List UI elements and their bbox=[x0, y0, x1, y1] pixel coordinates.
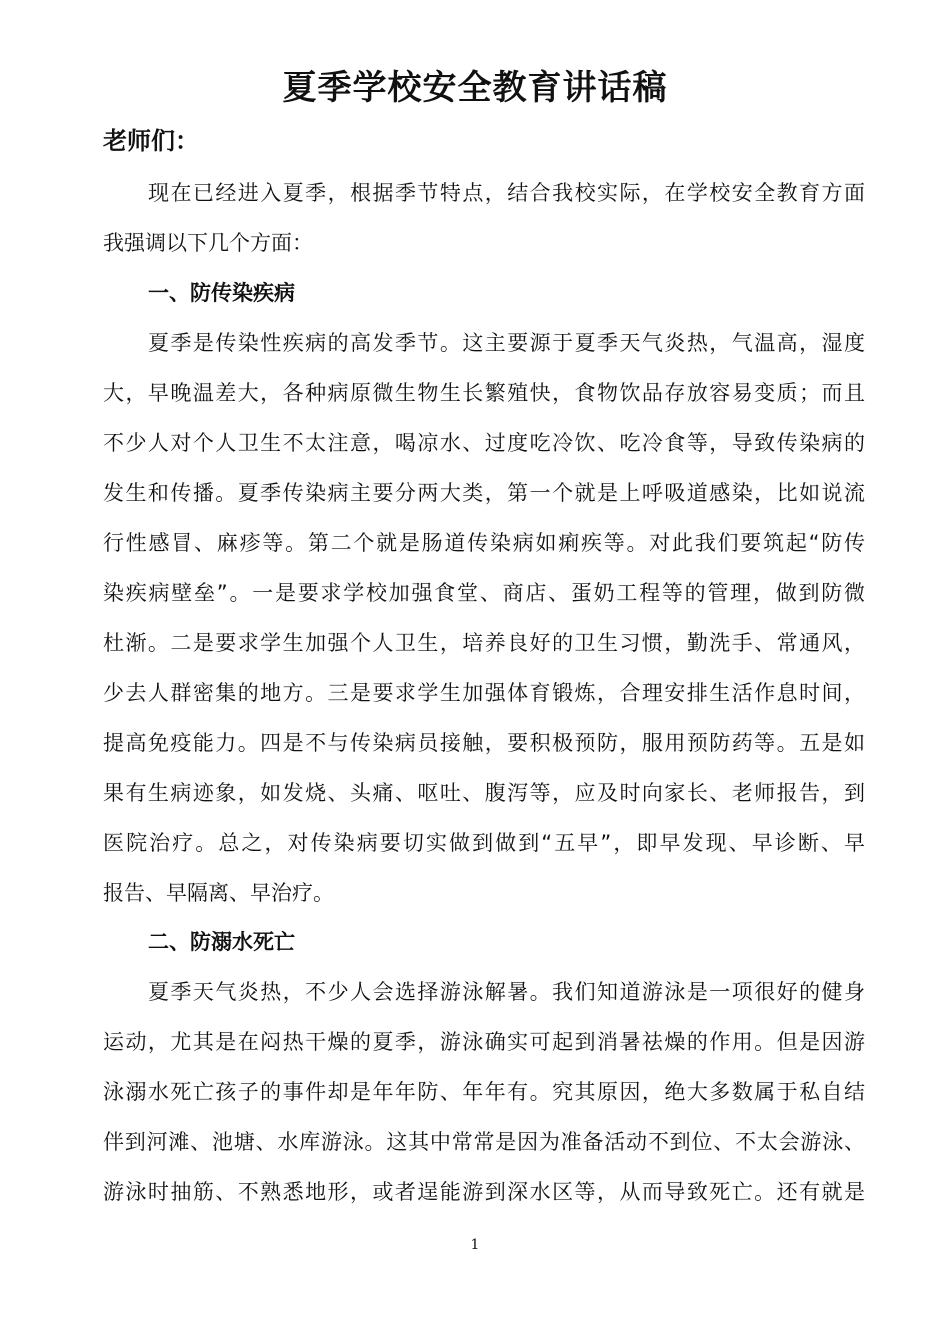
paragraph-line: 不少人对个人卫生不太注意，喝凉水、过度吃冷饮、吃冷食等，导致传染病的 bbox=[103, 431, 865, 455]
paragraph-line: 伴到河滩、池塘、水库游泳。这其中常常是因为准备活动不到位、不太会游泳、 bbox=[103, 1130, 865, 1154]
page-number: 1 bbox=[470, 1237, 480, 1253]
section-heading-drowning: 二、防溺水死亡 bbox=[148, 930, 295, 954]
paragraph-line: 夏季是传染性疾病的高发季节。这主要源于夏季天气炎热，气温高，湿度 bbox=[148, 331, 865, 355]
paragraph-line: 杜渐。二是要求学生加强个人卫生，培养良好的卫生习惯，勤洗手、常通风， bbox=[103, 631, 865, 655]
paragraph-line: 游泳时抽筋、不熟悉地形，或者逞能游到深水区等，从而导致死亡。还有就是 bbox=[103, 1180, 865, 1204]
paragraph-line: 泳溺水死亡孩子的事件却是年年防、年年有。究其原因，绝大多数属于私自结 bbox=[103, 1080, 865, 1104]
paragraph-line: 染疾病壁垒”。一是要求学校加强食堂、商店、蛋奶工程等的管理，做到防微 bbox=[103, 581, 865, 605]
document-title: 夏季学校安全教育讲话稿 bbox=[282, 68, 668, 108]
paragraph-line: 大，早晚温差大，各种病原微生物生长繁殖快，食物饮品存放容易变质；而且 bbox=[103, 381, 865, 405]
paragraph-line: 提高免疫能力。四是不与传染病员接触，要积极预防，服用预防药等。五是如 bbox=[103, 731, 865, 755]
paragraph-line: 果有生病迹象，如发烧、头痛、呕吐、腹泻等，应及时向家长、老师报告，到 bbox=[103, 781, 865, 805]
intro-line: 我强调以下几个方面： bbox=[103, 231, 313, 255]
paragraph-line: 发生和传播。夏季传染病主要分两大类，第一个就是上呼吸道感染，比如说流 bbox=[103, 481, 865, 505]
paragraph-line: 少去人群密集的地方。三是要求学生加强体育锻炼，合理安排生活作息时间， bbox=[103, 681, 865, 705]
paragraph-line: 运动，尤其是在闷热干燥的夏季，游泳确实可起到消暑祛燥的作用。但是因游 bbox=[103, 1030, 865, 1054]
paragraph-line: 夏季天气炎热，不少人会选择游泳解暑。我们知道游泳是一项很好的健身 bbox=[148, 980, 865, 1004]
paragraph-line: 报告、早隔离、早治疗。 bbox=[103, 881, 334, 905]
paragraph-line: 医院治疗。总之，对传染病要切实做到做到“五早”，即早发现、早诊断、早 bbox=[103, 831, 865, 855]
intro-line: 现在已经进入夏季，根据季节特点，结合我校实际，在学校安全教育方面 bbox=[148, 181, 865, 205]
paragraph-line: 行性感冒、麻疹等。第二个就是肠道传染病如痢疾等。对此我们要筑起“防传 bbox=[103, 531, 865, 555]
section-heading-disease: 一、防传染疾病 bbox=[148, 281, 295, 305]
salutation: 老师们： bbox=[103, 127, 199, 155]
